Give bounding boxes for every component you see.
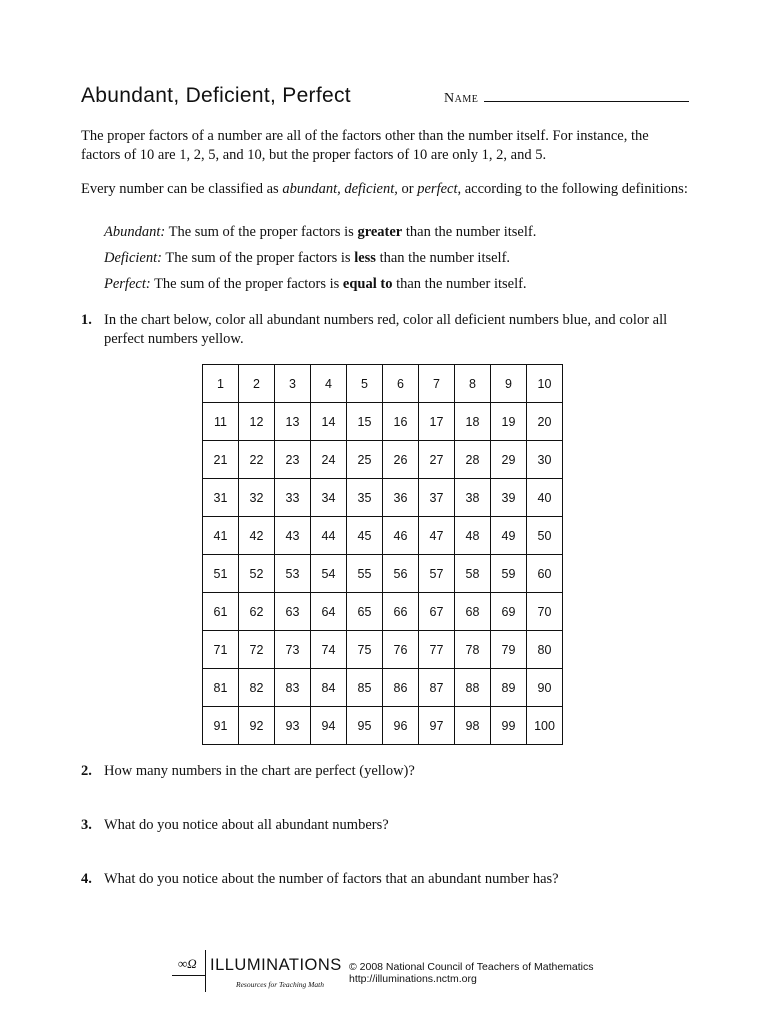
name-field [444, 89, 689, 107]
chart-cell[interactable]: 100 [527, 707, 563, 745]
question-4: 4. What do you notice about the number of factors that an abundant number has? [81, 871, 559, 887]
chart-cell[interactable]: 30 [527, 441, 563, 479]
chart-cell[interactable]: 18 [455, 403, 491, 441]
definition-deficient: Deficient: The sum of the proper factors is less than the number itself. [104, 250, 511, 266]
footer-copyright [349, 961, 594, 985]
illuminations-logo [172, 948, 342, 996]
chart-row [203, 631, 563, 669]
chart-cell[interactable]: 16 [383, 403, 419, 441]
chart-cell[interactable]: 34 [311, 479, 347, 517]
logo-brand: ILLUMINATIONS [210, 956, 342, 974]
chart-cell[interactable]: 45 [347, 517, 383, 555]
chart-cell[interactable]: 64 [311, 593, 347, 631]
chart-cell[interactable]: 15 [347, 403, 383, 441]
chart-cell[interactable]: 65 [347, 593, 383, 631]
chart-cell[interactable]: 61 [203, 593, 239, 631]
chart-cell[interactable]: 36 [383, 479, 419, 517]
chart-cell[interactable]: 13 [275, 403, 311, 441]
chart-cell[interactable]: 4 [311, 365, 347, 403]
classification-paragraph: Every number can be classified as abundant, deficient, or perfect, according to the following definitions: [81, 181, 688, 197]
chart-cell[interactable]: 26 [383, 441, 419, 479]
chart-cell[interactable]: 48 [455, 517, 491, 555]
chart-cell[interactable]: 52 [239, 555, 275, 593]
chart-cell[interactable]: 58 [455, 555, 491, 593]
chart-cell[interactable]: 79 [491, 631, 527, 669]
chart-row [203, 403, 563, 441]
chart-cell[interactable]: 29 [491, 441, 527, 479]
chart-cell[interactable]: 60 [527, 555, 563, 593]
chart-cell[interactable]: 57 [419, 555, 455, 593]
chart-cell[interactable]: 93 [275, 707, 311, 745]
chart-cell[interactable]: 86 [383, 669, 419, 707]
term-abundant: abundant [282, 181, 338, 197]
logo-axis-vertical [205, 950, 206, 992]
chart-cell[interactable]: 59 [491, 555, 527, 593]
chart-cell[interactable]: 50 [527, 517, 563, 555]
chart-cell[interactable]: 97 [419, 707, 455, 745]
chart-cell[interactable]: 53 [275, 555, 311, 593]
chart-cell[interactable]: 5 [347, 365, 383, 403]
chart-cell[interactable]: 32 [239, 479, 275, 517]
chart-cell[interactable]: 49 [491, 517, 527, 555]
chart-cell[interactable]: 85 [347, 669, 383, 707]
chart-cell[interactable]: 33 [275, 479, 311, 517]
chart-cell[interactable]: 75 [347, 631, 383, 669]
chart-cell[interactable]: 66 [383, 593, 419, 631]
chart-cell[interactable]: 81 [203, 669, 239, 707]
chart-cell[interactable]: 94 [311, 707, 347, 745]
chart-cell[interactable]: 54 [311, 555, 347, 593]
chart-cell[interactable]: 8 [455, 365, 491, 403]
chart-cell[interactable]: 91 [203, 707, 239, 745]
chart-row [203, 707, 563, 745]
chart-cell[interactable]: 82 [239, 669, 275, 707]
term-deficient: deficient [344, 181, 395, 197]
chart-cell[interactable]: 28 [455, 441, 491, 479]
chart-cell[interactable]: 69 [491, 593, 527, 631]
chart-cell[interactable]: 46 [383, 517, 419, 555]
chart-cell[interactable]: 1 [203, 365, 239, 403]
question-3: 3. What do you notice about all abundant numbers? [81, 817, 389, 833]
chart-cell[interactable]: 70 [527, 593, 563, 631]
name-label: Name [444, 91, 479, 106]
chart-cell[interactable]: 89 [491, 669, 527, 707]
chart-cell[interactable]: 88 [455, 669, 491, 707]
chart-cell[interactable]: 87 [419, 669, 455, 707]
chart-row [203, 517, 563, 555]
definition-abundant: Abundant: The sum of the proper factors is greater than the number itself. [104, 224, 537, 240]
chart-cell[interactable]: 63 [275, 593, 311, 631]
page-title: Abundant, Deficient, Perfect [81, 84, 351, 107]
chart-cell[interactable]: 22 [239, 441, 275, 479]
logo-axis-horizontal [172, 975, 206, 976]
chart-row [203, 365, 563, 403]
chart-cell[interactable]: 20 [527, 403, 563, 441]
chart-cell[interactable]: 67 [419, 593, 455, 631]
chart-cell[interactable]: 21 [203, 441, 239, 479]
chart-row [203, 479, 563, 517]
chart-cell[interactable]: 55 [347, 555, 383, 593]
copyright-text: © 2008 National Council of Teachers of Mathematics [349, 961, 594, 973]
intro-paragraph: The proper factors of a number are all of the factors other than the number itself. For instance, the factors of 10 are 1, 2, 5, and 10, but the proper factors of 10 are only 1, 2, and 5. [81, 128, 649, 163]
hundred-chart [202, 364, 563, 745]
footer-url[interactable]: http://illuminations.nctm.org [349, 973, 477, 985]
chart-cell[interactable]: 12 [239, 403, 275, 441]
chart-cell[interactable]: 80 [527, 631, 563, 669]
chart-cell[interactable]: 9 [491, 365, 527, 403]
chart-cell[interactable]: 6 [383, 365, 419, 403]
chart-cell[interactable]: 78 [455, 631, 491, 669]
chart-cell[interactable]: 39 [491, 479, 527, 517]
chart-cell[interactable]: 68 [455, 593, 491, 631]
chart-cell[interactable]: 51 [203, 555, 239, 593]
chart-cell[interactable]: 84 [311, 669, 347, 707]
chart-cell[interactable]: 77 [419, 631, 455, 669]
chart-cell[interactable]: 40 [527, 479, 563, 517]
chart-cell[interactable]: 43 [275, 517, 311, 555]
chart-cell[interactable]: 71 [203, 631, 239, 669]
chart-cell[interactable]: 31 [203, 479, 239, 517]
chart-cell[interactable]: 62 [239, 593, 275, 631]
chart-cell[interactable]: 38 [455, 479, 491, 517]
chart-cell[interactable]: 19 [491, 403, 527, 441]
chart-cell[interactable]: 27 [419, 441, 455, 479]
chart-cell[interactable]: 2 [239, 365, 275, 403]
chart-cell[interactable]: 73 [275, 631, 311, 669]
chart-cell[interactable]: 83 [275, 669, 311, 707]
name-blank-line[interactable] [484, 89, 689, 102]
chart-cell[interactable]: 25 [347, 441, 383, 479]
chart-cell[interactable]: 56 [383, 555, 419, 593]
nctm-logo-icon: ∞Ω [178, 956, 197, 971]
chart-cell[interactable]: 10 [527, 365, 563, 403]
chart-cell[interactable]: 76 [383, 631, 419, 669]
question-1: 1. In the chart below, color all abundant numbers red, color all deficient numbers blue, and color all perfect numbers yellow. [81, 312, 668, 347]
chart-cell[interactable]: 3 [275, 365, 311, 403]
chart-cell[interactable]: 42 [239, 517, 275, 555]
chart-cell[interactable]: 98 [455, 707, 491, 745]
chart-cell[interactable]: 44 [311, 517, 347, 555]
chart-cell[interactable]: 72 [239, 631, 275, 669]
chart-cell[interactable]: 90 [527, 669, 563, 707]
chart-cell[interactable]: 24 [311, 441, 347, 479]
chart-row [203, 669, 563, 707]
chart-row [203, 441, 563, 479]
chart-cell[interactable]: 11 [203, 403, 239, 441]
chart-cell[interactable]: 92 [239, 707, 275, 745]
chart-cell[interactable]: 17 [419, 403, 455, 441]
definition-perfect: Perfect: The sum of the proper factors is equal to than the number itself. [104, 276, 527, 292]
chart-cell[interactable]: 37 [419, 479, 455, 517]
chart-cell[interactable]: 74 [311, 631, 347, 669]
question-2: 2. How many numbers in the chart are perfect (yellow)? [81, 763, 415, 779]
chart-cell[interactable]: 7 [419, 365, 455, 403]
chart-cell[interactable]: 99 [491, 707, 527, 745]
chart-cell[interactable]: 23 [275, 441, 311, 479]
chart-cell[interactable]: 47 [419, 517, 455, 555]
chart-cell[interactable]: 41 [203, 517, 239, 555]
chart-row [203, 555, 563, 593]
chart-cell[interactable]: 95 [347, 707, 383, 745]
logo-tagline: Resources for Teaching Math [236, 980, 324, 989]
chart-row [203, 593, 563, 631]
term-perfect: perfect [417, 181, 458, 197]
chart-cell[interactable]: 35 [347, 479, 383, 517]
chart-cell[interactable]: 96 [383, 707, 419, 745]
chart-cell[interactable]: 14 [311, 403, 347, 441]
